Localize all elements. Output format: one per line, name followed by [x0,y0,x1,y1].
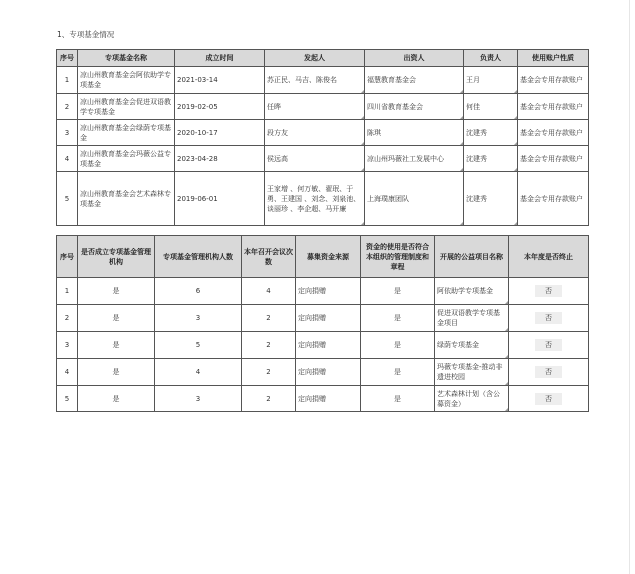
funder-text: 陈琪 [367,128,381,137]
terminated-value: 否 [535,366,562,378]
page-edge [629,0,630,574]
cell-founded-date: 2021-03-14 [175,67,265,94]
cell-has-management-body: 是 [78,332,155,359]
cell-fund-name: 凉山州教育基金会阿依助学专项基金 [78,67,175,94]
table-header-row [57,50,589,67]
table-row [57,94,589,120]
cell-initiator [265,172,365,226]
cell-account-type: 基金会专用存款账户 [518,146,589,172]
cell-fund-source: 定向捐赠 [296,305,361,332]
cell-resize-mark [505,408,508,411]
cell-founded-date: 2020-10-17 [175,120,265,146]
cell-initiator [265,67,365,94]
terminated-value: 否 [535,285,562,297]
funder-text: 四川省教育基金会 [367,102,423,111]
header-compliance: 资金的使用是否符合本组织的管理制度和章程 [361,236,435,278]
cell-management-count: 3 [155,386,242,412]
fund-info-table [56,49,589,226]
table-row [57,67,589,94]
cell-seq: 3 [57,332,78,359]
cell-manager [464,94,518,120]
cell-has-management-body: 是 [78,278,155,305]
cell-account-type: 基金会专用存款账户 [518,120,589,146]
section-title: 1、专项基金情况 [57,30,115,39]
cell-management-count: 4 [155,359,242,386]
cell-terminated [509,305,589,332]
header-manager: 负责人 [464,50,518,67]
header-funder: 出资人 [365,50,464,67]
table-row [57,332,589,359]
cell-fund-source: 定向捐赠 [296,278,361,305]
table-row [57,305,589,332]
header-account-type: 使用账户性质 [518,50,589,67]
cell-compliance: 是 [361,386,435,412]
cell-meeting-count: 2 [242,332,296,359]
cell-funder [365,94,464,120]
cell-founded-date: 2023-04-28 [175,146,265,172]
cell-funder [365,67,464,94]
initiator-text: 段方友 [267,128,288,137]
header-terminated: 本年度是否终止 [509,236,589,278]
cell-has-management-body: 是 [78,386,155,412]
cell-has-management-body: 是 [78,359,155,386]
terminated-value: 否 [535,339,562,351]
cell-management-count: 3 [155,305,242,332]
table-row [57,146,589,172]
cell-project-name [435,332,509,359]
cell-manager [464,67,518,94]
cell-resize-mark [514,222,517,225]
funder-text: 凉山州玛薇社工发展中心 [367,154,444,163]
cell-seq: 1 [57,67,78,94]
header-management-count: 专项基金管理机构人数 [155,236,242,278]
cell-compliance: 是 [361,278,435,305]
cell-seq: 2 [57,94,78,120]
cell-founded-date: 2019-02-05 [175,94,265,120]
cell-seq: 5 [57,386,78,412]
manager-text: 沈建秀 [466,194,487,203]
initiator-text: 侯远高 [267,154,288,163]
cell-initiator [265,94,365,120]
cell-funder [365,172,464,226]
cell-terminated [509,359,589,386]
cell-terminated [509,386,589,412]
header-fund-name: 专项基金名称 [78,50,175,67]
project-name-text: 促进双语教学专项基金项目 [437,309,500,327]
cell-fund-name: 凉山州教育基金会绿荫专项基金 [78,120,175,146]
initiator-text: 任晔 [267,102,281,111]
cell-fund-name: 凉山州教育基金会玛薇公益专项基金 [78,146,175,172]
initiator-text: 王家增 、何万敏、翟珉、于勇、王建国 、刘念、刘泉池、谈丽珍 、李企超、马开廉 [267,184,361,213]
cell-seq: 5 [57,172,78,226]
cell-meeting-count: 2 [242,305,296,332]
cell-project-name [435,386,509,412]
cell-account-type: 基金会专用存款账户 [518,67,589,94]
table-header-row [57,236,589,278]
cell-manager [464,120,518,146]
cell-compliance: 是 [361,305,435,332]
cell-account-type: 基金会专用存款账户 [518,172,589,226]
fund-management-table [56,235,589,412]
header-seq: 序号 [57,236,78,278]
terminated-value: 否 [535,393,562,405]
table-row [57,386,589,412]
table-row [57,172,589,226]
initiator-text: 苏正民、马吉、陈俊名 [267,76,337,84]
cell-management-count: 6 [155,278,242,305]
header-meeting-count: 本年召开会议次数 [242,236,296,278]
header-seq: 序号 [57,50,78,67]
cell-seq: 3 [57,120,78,146]
cell-fund-source: 定向捐赠 [296,359,361,386]
cell-project-name [435,278,509,305]
cell-fund-name: 凉山州教育基金会促进双语教学专项基金 [78,94,175,120]
cell-meeting-count: 2 [242,359,296,386]
header-founded-date: 成立时间 [175,50,265,67]
cell-management-count: 5 [155,332,242,359]
cell-initiator [265,146,365,172]
cell-funder [365,120,464,146]
cell-seq: 1 [57,278,78,305]
manager-text: 王月 [466,76,480,84]
cell-fund-name: 凉山州教育基金会艺术森林专项基金 [78,172,175,226]
cell-compliance: 是 [361,332,435,359]
manager-text: 何佳 [466,102,480,111]
cell-meeting-count: 4 [242,278,296,305]
cell-initiator [265,120,365,146]
cell-seq: 4 [57,146,78,172]
terminated-value: 否 [535,312,562,324]
cell-terminated [509,278,589,305]
cell-project-name [435,359,509,386]
cell-compliance: 是 [361,359,435,386]
cell-manager [464,146,518,172]
table-row [57,120,589,146]
cell-meeting-count: 2 [242,386,296,412]
cell-project-name [435,305,509,332]
header-has-management-body: 是否成立专项基金管理机构 [78,236,155,278]
project-name-text: 绿荫专项基金 [437,341,479,349]
project-name-text: 玛薇专项基金-推动非遗进校园 [437,363,503,381]
cell-funder [365,146,464,172]
header-fund-source: 募集资金来源 [296,236,361,278]
cell-terminated [509,332,589,359]
cell-has-management-body: 是 [78,305,155,332]
cell-seq: 4 [57,359,78,386]
manager-text: 沈建秀 [466,154,487,163]
manager-text: 沈建秀 [466,128,487,137]
cell-manager [464,172,518,226]
table-row [57,359,589,386]
cell-seq: 2 [57,305,78,332]
header-project-name: 开展的公益项目名称 [435,236,509,278]
cell-fund-source: 定向捐赠 [296,332,361,359]
table-row [57,278,589,305]
project-name-text: 艺术森林计划（含公募资金） [437,389,500,408]
cell-account-type: 基金会专用存款账户 [518,94,589,120]
header-initiator: 发起人 [265,50,365,67]
cell-founded-date: 2019-06-01 [175,172,265,226]
funder-text: 上海璞康团队 [367,194,409,203]
project-name-text: 阿依助学专项基金 [437,287,493,295]
cell-fund-source: 定向捐赠 [296,386,361,412]
funder-text: 福慧教育基金会 [367,76,416,84]
